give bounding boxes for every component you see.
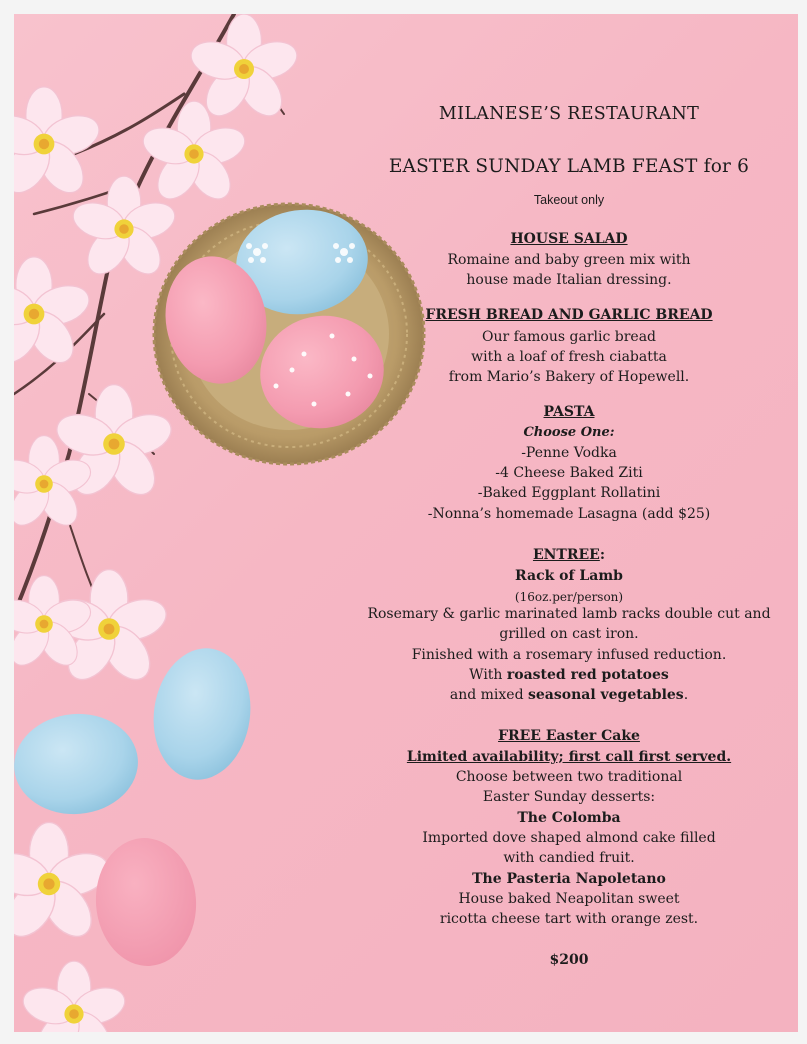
bread-line: from Mario’s Bakery of Hopewell. <box>448 369 690 385</box>
entree-sides-line <box>349 665 789 685</box>
cake-option-2-line: House baked Neapolitan sweet <box>458 891 680 907</box>
cake-option-1-line: with candied fruit. <box>503 850 635 866</box>
entree-and-suffix: . <box>683 687 689 703</box>
entree-potatoes: roasted red potatoes <box>506 667 669 683</box>
takeout-note: Takeout only <box>533 193 605 207</box>
salad-line: Romaine and baby green mix with <box>447 252 691 268</box>
entree-heading-row <box>349 545 789 565</box>
cake-limited: Limited availability; first call first served. <box>406 749 732 765</box>
entree-with-prefix: With <box>469 667 507 683</box>
cake-option-2-line: ricotta cheese tart with orange zest. <box>439 911 699 927</box>
bread-heading: FRESH BREAD AND GARLIC BREAD <box>425 307 713 323</box>
cake-option-1-line: Imported dove shaped almond cake filled <box>422 830 716 846</box>
bread-line: with a loaf of fresh ciabatta <box>471 349 667 365</box>
pasta-option: -Penne Vodka <box>521 445 617 461</box>
salad-line: house made Italian dressing. <box>466 272 672 288</box>
menu-page <box>14 14 798 1032</box>
entree-line: grilled on cast iron. <box>499 626 639 642</box>
entree-portion: (16oz.per/person) <box>514 590 624 604</box>
pasta-option: -4 Cheese Baked Ziti <box>495 465 643 481</box>
entree-vegetables: seasonal vegetables <box>527 687 684 703</box>
entree-and-prefix: and mixed <box>449 687 528 703</box>
pasta-option: -Baked Eggplant Rollatini <box>477 485 661 501</box>
entree-dish: Rack of Lamb <box>515 568 623 584</box>
cake-heading: FREE Easter Cake <box>498 728 640 744</box>
entree-colon: : <box>599 547 606 563</box>
entree-vegetables-line <box>349 685 789 705</box>
restaurant-name: MILANESE’S RESTAURANT <box>438 104 700 124</box>
pasta-heading: PASTA <box>543 404 595 420</box>
price: $200 <box>549 952 589 968</box>
entree-line: Finished with a rosemary infused reduction. <box>411 647 727 663</box>
cake-line: Choose between two traditional <box>455 769 683 785</box>
pasta-option: -Nonna’s homemade Lasagna (add $25) <box>427 506 711 522</box>
menu-title: EASTER SUNDAY LAMB FEAST for 6 <box>388 156 750 177</box>
cake-option-2: The Pasteria Napoletano <box>472 871 666 887</box>
entree-line: Rosemary & garlic marinated lamb racks double cut and <box>367 606 771 622</box>
cake-option-1: The Colomba <box>517 810 621 826</box>
salad-heading: HOUSE SALAD <box>510 231 628 247</box>
bread-line: Our famous garlic bread <box>481 329 656 345</box>
entree-heading: ENTREE <box>532 547 600 563</box>
cake-line: Easter Sunday desserts: <box>482 789 656 805</box>
pasta-choose: Choose One: <box>523 425 615 440</box>
